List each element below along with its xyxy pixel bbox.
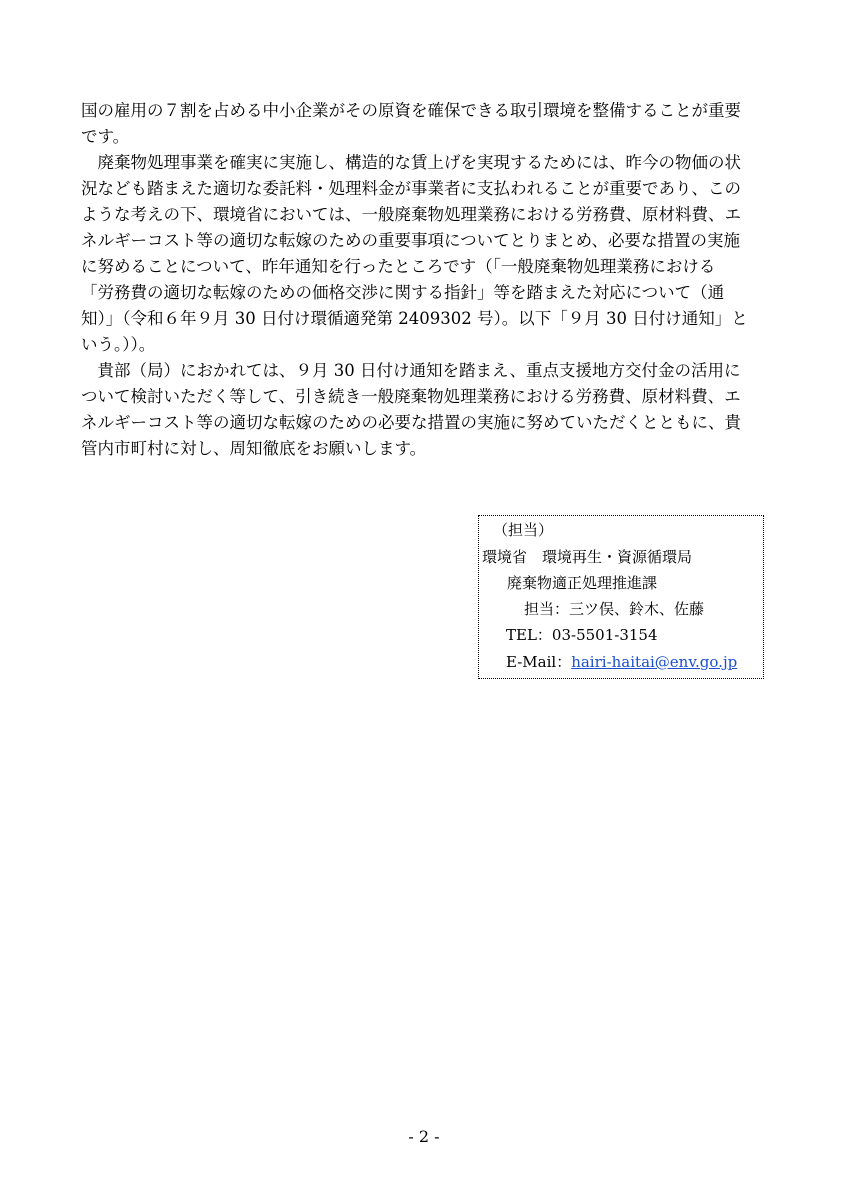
- body-line: に努めることについて、昨年通知を行ったところです（「一般廃棄物処理業務における: [81, 257, 716, 276]
- contact-staff: 担当：三ツ俣、鈴木、佐藤: [524, 600, 705, 618]
- contact-ministry: 環境省 環境再生・資源循環局: [482, 548, 693, 566]
- body-line: 国の雇用の７割を占める中小企業がその原資を確保できる取引環境を整備することが重要: [81, 101, 741, 120]
- contact-email-row: [506, 652, 737, 672]
- body-line: ネルギーコスト等の適切な転嫁のための重要事項についてとりまとめ、必要な措置の実施: [81, 231, 741, 250]
- page-number: - 2 -: [408, 1127, 440, 1146]
- body-line: ついて検討いただく等して、引き続き一般廃棄物処理業務における労務費、原材料費、エ: [81, 387, 741, 406]
- body-line: 管内市町村に対し、周知徹底をお願いします。: [81, 439, 427, 458]
- body-line: ネルギーコスト等の適切な転嫁のための必要な措置の実施に努めていただくとともに、貴: [81, 413, 741, 432]
- body-line: 知）」（令和６年９月 30 日付け環循適発第 2409302 号）。以下「９月 30 日付け通知」と: [81, 309, 748, 328]
- body-line: です。: [81, 127, 130, 146]
- body-line: 廃棄物処理事業を確実に実施し、構造的な賃上げを実現するためには、昨今の物価の状: [81, 153, 741, 172]
- contact-division: 廃棄物適正処理推進課: [507, 574, 658, 592]
- body-line: ような考えの下、環境省においては、一般廃棄物処理業務における労務費、原材料費、エ: [81, 205, 741, 224]
- body-line: 貴部（局）におかれては、９月 30 日付け通知を踏まえ、重点支援地方交付金の活用に: [81, 361, 741, 380]
- body-line: いう。））。: [81, 335, 156, 354]
- contact-heading: （担当）: [493, 521, 554, 539]
- body-line: 「労務費の適切な転嫁のための価格交渉に関する指針」等を踏まえた対応について（通: [81, 283, 725, 302]
- body-line: 況なども踏まえた適切な委託料・処理料金が事業者に支払われることが重要であり、この: [81, 179, 741, 198]
- contact-tel: TEL：03-5501-3154: [506, 626, 658, 644]
- contact-email-label: E-Mail：: [506, 653, 572, 671]
- contact-box: [478, 515, 764, 679]
- contact-email-link[interactable]: hairi-haitai@env.go.jp: [571, 653, 738, 671]
